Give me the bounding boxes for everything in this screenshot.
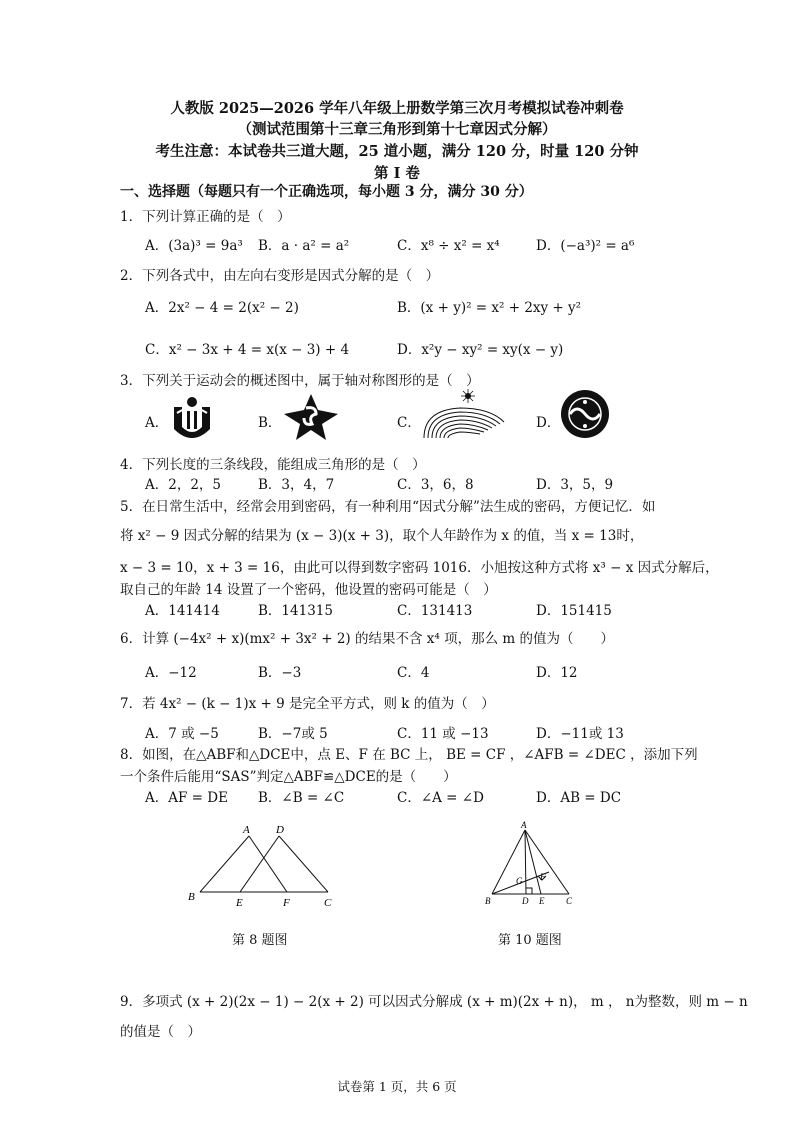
question-8-option-d: D．AB = DC (536, 790, 622, 806)
point-c-label: C (566, 896, 573, 906)
page-footer: 试卷第 1 页，共 6 页 (337, 1079, 457, 1094)
question-1-option-d: D．(−a³)² = a⁶ (536, 238, 635, 254)
question-2-option-a: A．2x² − 4 = 2(x² − 2) (145, 300, 299, 316)
question-7-option-c: C．11 或 −13 (397, 726, 489, 742)
figure-10-caption: 第 10 题图 (498, 933, 562, 948)
question-5-line-2: 将 x² − 9 因式分解的结果为 (x − 3)(x + 3)，取个人年龄作为 x 的值，当 x = 13时， (120, 528, 644, 544)
point-e-label: E (539, 896, 545, 906)
question-5-option-b: B．141315 (258, 603, 333, 619)
question-4-stem: 4．下列长度的三条线段，能组成三角形的是（ ） (120, 457, 426, 473)
question-4-option-d: D．3，5，9 (536, 477, 614, 493)
point-b-label: B (485, 896, 491, 906)
figure-10-diagram (480, 818, 580, 910)
question-7-option-a: A．7 或 −5 (145, 726, 219, 742)
question-8-line-2: 一个条件后能用“SAS”判定△ABF≌△DCE的是（ ） (120, 769, 457, 785)
question-8-line-1: 8．如图，在△ABF和△DCE中，点 E、F 在 BC 上， BE = CF ，∠AFB = ∠DEC ，添加下列 (120, 747, 698, 763)
question-5-option-d: D．151415 (536, 603, 612, 619)
question-8-option-c: C．∠A = ∠D (397, 790, 484, 806)
question-3-option-a: A． (145, 415, 169, 431)
question-9-line-1: 9．多项式 (x + 2)(2x − 1) − 2(x + 2) 可以因式分解成 (x + m)(2x + n)， m ， n为整数，则 m − n (120, 994, 748, 1010)
figure-8-diagram (183, 818, 343, 910)
question-5-line-3: x − 3 = 10，x + 3 = 16，由此可以得到数字密码 1016．小旭按这种方式将 x³ − x 因式分解后， (120, 560, 719, 576)
question-2-option-c: C．x² − 3x + 4 = x(x − 3) + 4 (145, 342, 350, 358)
question-6-option-d: D．12 (536, 665, 578, 681)
sports-emblem-d-image (560, 389, 610, 439)
figure-8-caption: 第 8 题图 (232, 933, 288, 948)
point-d-label: D (522, 896, 529, 906)
point-e-label: E (236, 897, 243, 909)
question-5-line-4: 取自己的年龄 14 设置了一个密码，他设置的密码可能是（ ） (120, 582, 497, 598)
question-4-option-c: C．3，6，8 (397, 477, 474, 493)
sports-emblem-b-image (282, 392, 340, 442)
question-3-option-b: B． (258, 415, 282, 431)
question-2-option-b: B．(x + y)² = x² + 2xy + y² (397, 300, 582, 316)
question-3-stem: 3．下列关于运动会的概述图中，属于轴对称图形的是（ ） (120, 373, 480, 389)
segment-af (249, 836, 287, 892)
point-f-label: F (540, 872, 546, 882)
question-4-option-b: B．3，4，7 (258, 477, 335, 493)
question-8-option-a: A．AF = DE (145, 790, 228, 806)
question-7-option-d: D．−11或 13 (536, 726, 624, 742)
volume-label: 第 I 卷 (374, 165, 420, 182)
question-1-option-b: B．a · a² = a² (258, 238, 350, 254)
segment-ab (200, 836, 249, 892)
question-5-option-c: C．131413 (397, 603, 473, 619)
question-9-line-2: 的值是（ ） (120, 1024, 201, 1040)
question-1-option-a: A．(3a)³ = 9a³ (145, 238, 243, 254)
question-6-option-c: C．4 (397, 665, 430, 681)
question-1-option-c: C．x⁸ ÷ x² = x⁴ (397, 238, 500, 254)
question-7-stem: 7．若 4x² − (k − 1)x + 9 是完全平方式，则 k 的值为（ ） (120, 696, 495, 712)
question-6-option-b: B．−3 (258, 665, 302, 681)
sports-emblem-c-image (420, 388, 506, 444)
point-a-label: A (521, 820, 527, 830)
segment-dc (279, 836, 328, 892)
exam-title: 人教版 2025—2026 学年八年级上册数学第三次月考模拟试卷冲刺卷 (170, 100, 624, 117)
point-g-label: G (516, 876, 523, 886)
question-8-option-b: B．∠B = ∠C (258, 790, 345, 806)
question-5-line-1: 5．在日常生活中，经常会用到密码，有一种利用“因式分解”法生成的密码，方便记忆．如 (120, 499, 656, 515)
section-heading: 一、选择题（每题只有一个正确选项，每小题 3 分，满分 30 分） (120, 184, 533, 200)
point-c-label: C (324, 897, 332, 909)
question-3-option-c: C． (397, 415, 421, 431)
question-1-stem: 1．下列计算正确的是（ ） (120, 209, 291, 225)
exam-notice: 考生注意：本试卷共三道大题，25 道小题，满分 120 分，时量 120 分钟 (155, 143, 639, 160)
question-7-option-b: B．−7或 5 (258, 726, 328, 742)
question-6-stem: 6．计算 (−4x² + x)(mx² + 3x² + 2) 的结果不含 x⁴ 项，那么 m 的值为（ ） (120, 631, 614, 647)
question-5-option-a: A．141414 (145, 603, 220, 619)
question-2-stem: 2．下列各式中，由左向右变形是因式分解的是（ ） (120, 268, 440, 284)
point-b-label: B (188, 891, 195, 903)
exam-scope: （测试范围第十三章三角形到第十七章因式分解） (237, 121, 557, 138)
question-4-option-a: A．2，2，5 (145, 477, 222, 493)
point-f-label: F (283, 897, 290, 909)
point-d-label: D (276, 824, 284, 836)
question-6-option-a: A．−12 (145, 665, 197, 681)
sports-emblem-a-image (168, 393, 216, 443)
question-2-option-d: D．x²y − xy² = xy(x − y) (397, 342, 564, 358)
question-3-option-d: D． (536, 415, 561, 431)
segment-de (240, 836, 279, 892)
point-a-label: A (243, 824, 250, 836)
